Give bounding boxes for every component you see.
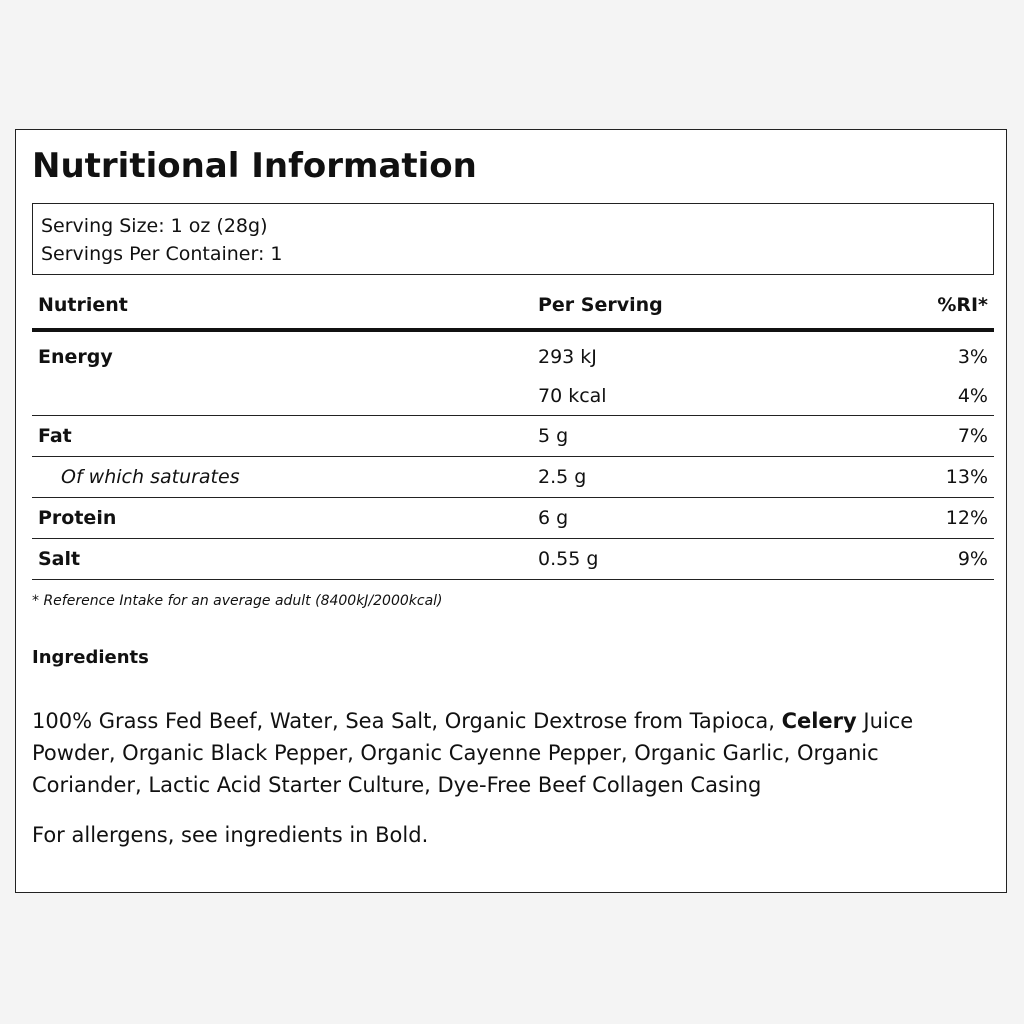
table-row-salt: [32, 539, 994, 580]
servings-per-container: Servings Per Container: 1: [41, 243, 283, 265]
serving-size: Serving Size: 1 oz (28g): [41, 215, 268, 237]
nutrient-value: 5 g: [538, 425, 569, 447]
nutrient-value: 2.5 g: [538, 466, 587, 488]
header-per-serving: Per Serving: [538, 294, 663, 316]
allergen-note: For allergens, see ingredients in Bold.: [32, 823, 429, 847]
ingredients-text-after: Juice Powder, Organic Black Pepper, Organic Cayenne Pepper, Organic Garlic, Organic Coriander, Lactic Acid Starter Culture, Dye-Free Beef Collagen Casing: [32, 709, 914, 797]
table-row-energy-kj: [32, 332, 994, 375]
serving-info-box: [32, 203, 994, 275]
nutrient-ri: 3%: [957, 346, 988, 368]
nutrient-name: Energy: [38, 346, 113, 368]
table-row-protein: [32, 498, 994, 539]
ingredients-text: [32, 705, 982, 801]
nutrient-value: 70 kcal: [538, 385, 607, 407]
page-title: Nutritional Information: [32, 146, 477, 186]
table-row-saturates: [32, 457, 994, 498]
header-nutrient: Nutrient: [38, 294, 128, 316]
nutrient-value: 293 kJ: [538, 346, 597, 368]
nutrient-value: 6 g: [538, 507, 569, 529]
table-row-energy-kcal: [32, 375, 994, 416]
ingredients-text-before: 100% Grass Fed Beef, Water, Sea Salt, Organic Dextrose from Tapioca,: [32, 709, 782, 733]
nutrient-name: Salt: [38, 548, 81, 570]
nutrient-name: Protein: [38, 507, 117, 529]
nutrient-ri: 7%: [957, 425, 988, 447]
nutrient-ri: 4%: [957, 385, 988, 407]
nutrient-name: Fat: [38, 425, 72, 447]
header-ri: %RI*: [937, 294, 988, 316]
reference-intake-footnote: * Reference Intake for an average adult (8400kJ/2000kcal): [32, 593, 443, 609]
nutrient-name: Of which saturates: [61, 466, 240, 488]
nutrient-ri: 12%: [945, 507, 988, 529]
nutrition-table: [32, 288, 994, 580]
allergen-ingredient: Celery: [781, 709, 857, 733]
table-header-row: [32, 288, 994, 332]
table-row-fat: [32, 416, 994, 457]
nutrient-ri: 9%: [957, 548, 988, 570]
nutrient-ri: 13%: [945, 466, 988, 488]
nutrition-panel: [15, 129, 1007, 893]
nutrient-value: 0.55 g: [538, 548, 599, 570]
ingredients-heading: Ingredients: [32, 647, 149, 668]
